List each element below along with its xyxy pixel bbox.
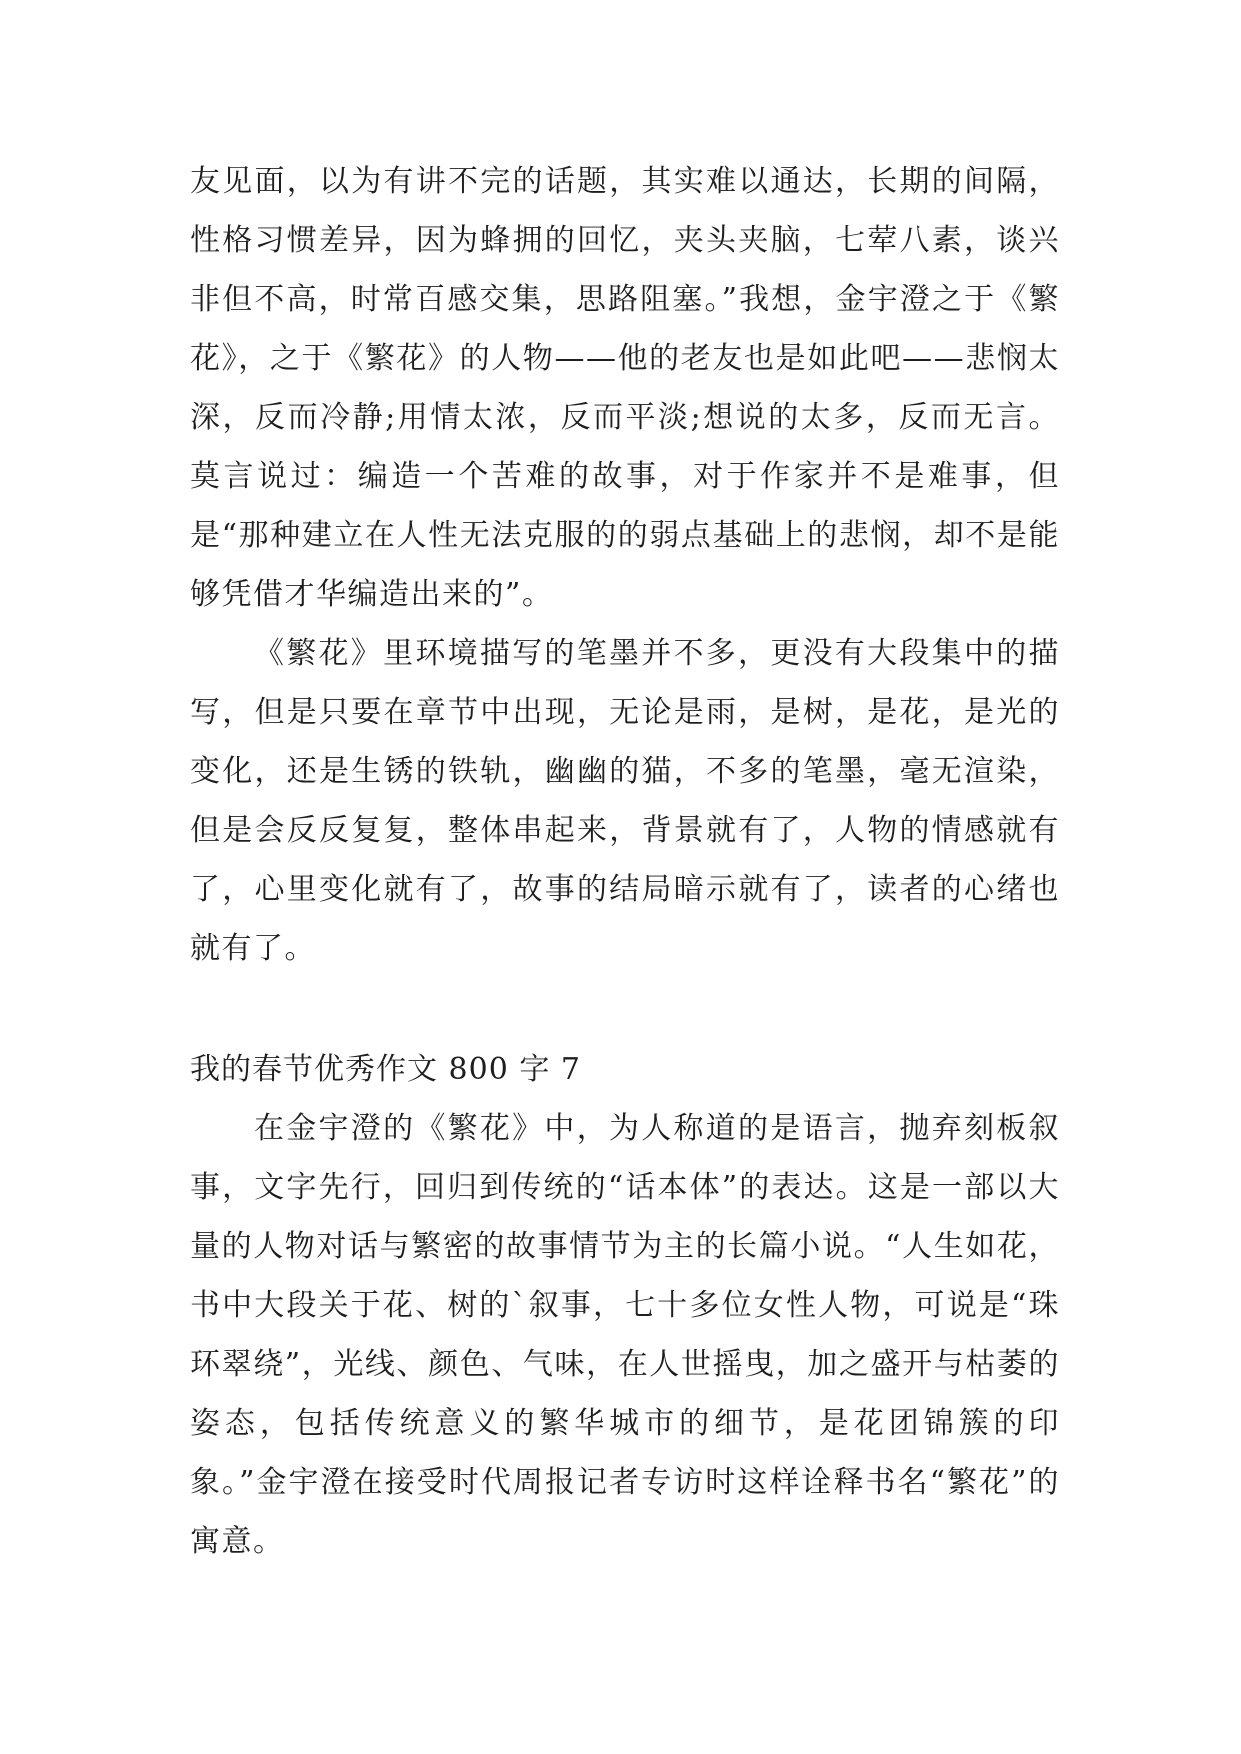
paragraph-1: 友见面，以为有讲不完的话题，其实难以通达，长期的间隔，性格习惯差异，因为蜂拥的回忆，夹头夹脑，七荤八素，谈兴非但不高，时常百感交集，思路阻塞。”我想，金宇澄之于《繁花》，之于《繁花》的人物——他的老友也是如此吧——悲悯太深，反而冷静;用情太浓，反而平淡;想说的太多，反而无言。莫言说过：编造一个苦难的故事，对于作家并不是难事，但是“那种建立在人性无法克服的的弱点基础上的悲悯，却不是能够凭借才华编造出来的”。 xyxy=(190,164,1060,612)
section-spacer xyxy=(190,978,1060,1040)
paragraph-3: 在金宇澄的《繁花》中，为人称道的是语言，抛弃刻板叙事，文字先行，回归到传统的“话本体”的表达。这是一部以大量的人物对话与繁密的故事情节为主的长篇小说。“人生如花，书中大段关于花、树的`叙事，七十多位女性人物，可说是“珠环翠绕”，光线、颜色、气味，在人世摇曳，加之盛开与枯萎的姿态，包括传统意义的繁华城市的细节，是花团锦簇的印象。”金宇澄在接受时代周报记者专访时这样诠释书名“繁花”的寓意。 xyxy=(190,1111,1060,1559)
paragraph-2: 《繁花》里环境描写的笔墨并不多，更没有大段集中的描写，但是只要在章节中出现，无论是雨，是树，是花，是光的变化，还是生锈的铁轨，幽幽的猫，不多的笔墨，毫无渲染，但是会反反复复，整体串起来，背景就有了，人物的情感就有了，心里变化就有了，故事的结局暗示就有了，读者的心绪也就有了。 xyxy=(190,636,1060,966)
section-heading: 我的春节优秀作文 800 字 7 xyxy=(190,1052,581,1087)
document-page xyxy=(190,152,1060,1571)
